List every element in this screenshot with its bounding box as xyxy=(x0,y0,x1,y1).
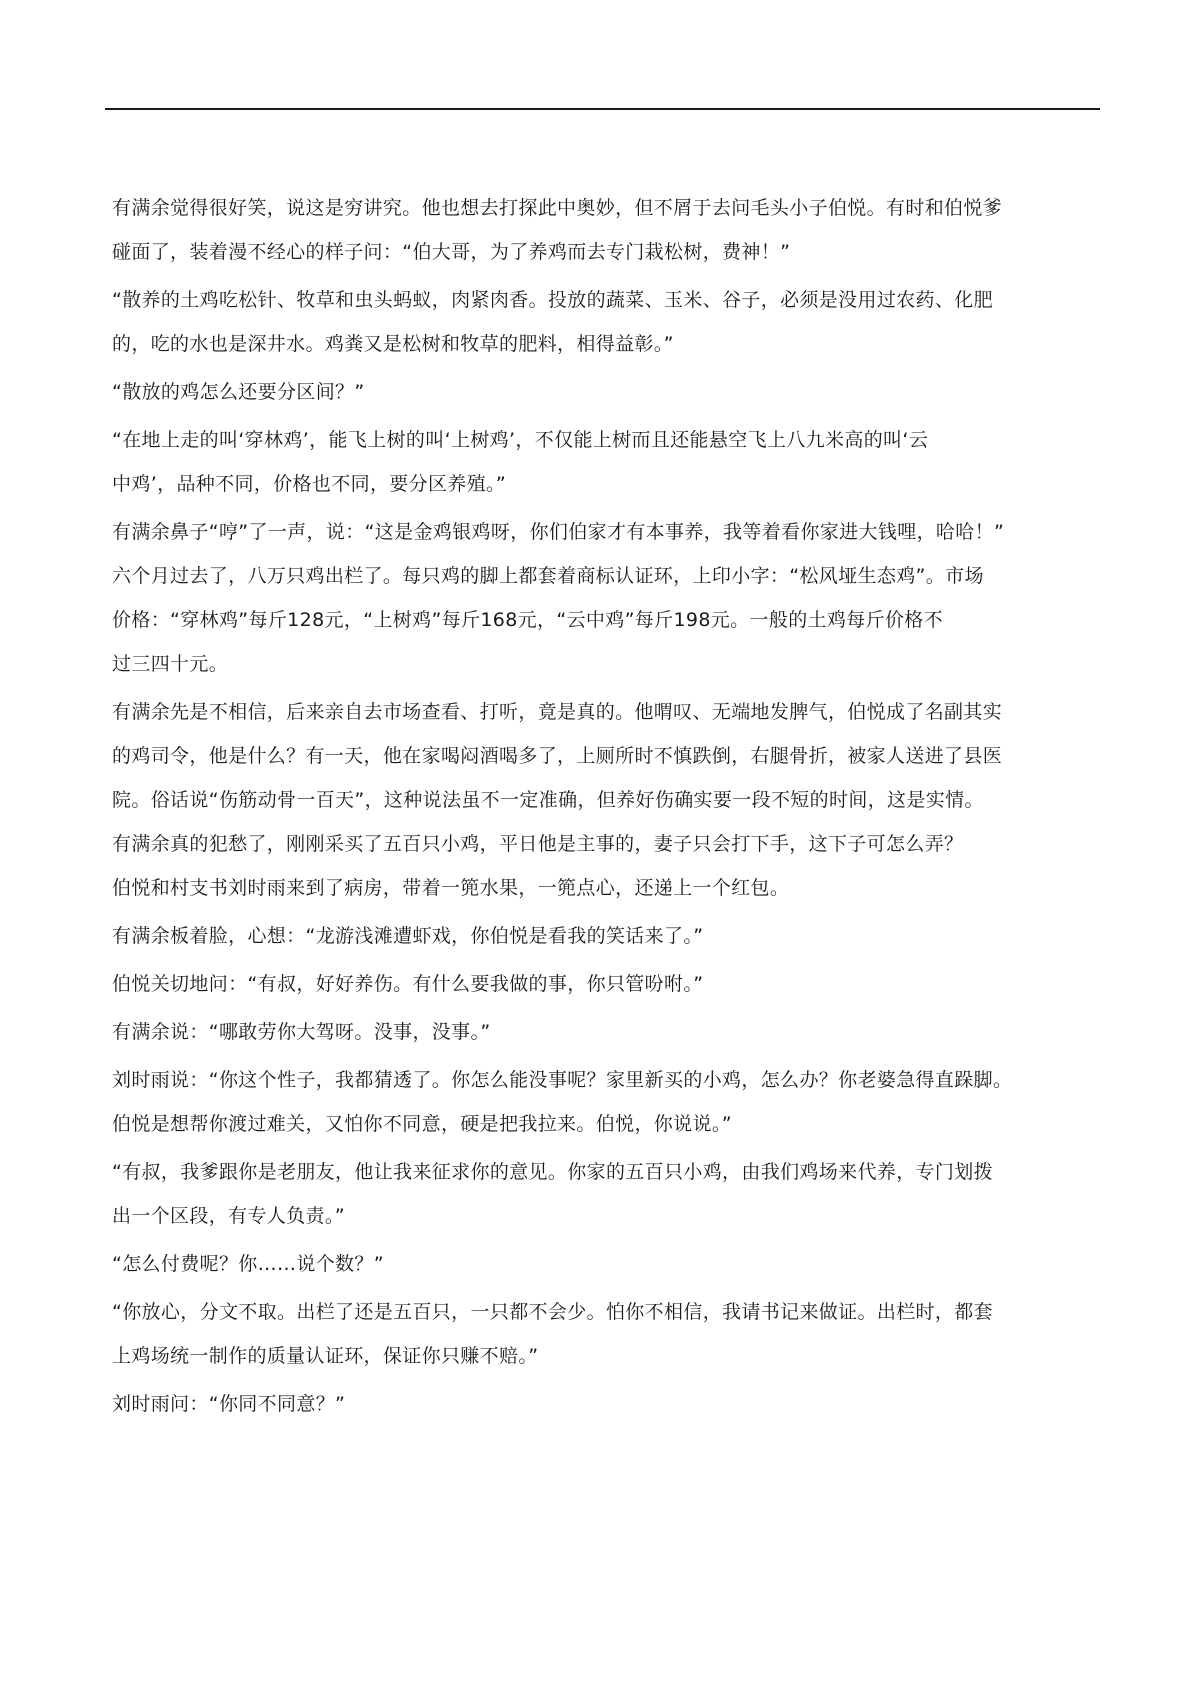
text-line: 六个月过去了，八万只鸡出栏了。每只鸡的脚上都套着商标认证环，上印小字：“松风垭生态鸡”。市场 xyxy=(112,565,984,587)
text-line: “有叔，我爹跟你是老朋友，他让我来征求你的意见。你家的五百只小鸡，由我们鸡场来代养，专门划拨 xyxy=(112,1161,993,1183)
text-line: 上鸡场统一制作的质量认证环，保证你只赚不赔。” xyxy=(112,1345,539,1367)
text-line: 有满余先是不相信，后来亲自去市场查看、打听，竟是真的。他喟叹、无端地发脾气，伯悦成了名副其实 xyxy=(112,701,1003,723)
text-line: 刘时雨说：“你这个性子，我都猜透了。你怎么能没事呢？家里新买的小鸡，怎么办？你老婆急得直跺脚。 xyxy=(112,1069,1013,1091)
document-body xyxy=(112,198,1097,1414)
text-line: 中鸡’，品种不同，价格也不同，要分区养殖。” xyxy=(112,473,507,495)
text-line: “怎么付费呢？你……说个数？” xyxy=(112,1253,384,1275)
text-line: “散放的鸡怎么还要分区间？” xyxy=(112,381,365,403)
text-line: 伯悦关切地问：“有叔，好好养伤。有什么要我做的事，你只管吩咐。” xyxy=(112,973,704,995)
text-line: 价格：“穿林鸡”每斤128元，“上树鸡”每斤168元，“云中鸡”每斤198元。一般的土鸡每斤价格不 xyxy=(112,609,944,631)
text-line: 有满余真的犯愁了，刚刚采买了五百只小鸡，平日他是主事的，妻子只会打下手，这下子可怎么弄？ xyxy=(112,833,964,855)
text-line: “散养的土鸡吃松针、牧草和虫头蚂蚁，肉紧肉香。投放的蔬菜、玉米、谷子，必须是没用过农药、化肥 xyxy=(112,289,993,311)
text-line: 伯悦和村支书刘时雨来到了病房，带着一篼水果，一篼点心，还递上一个红包。 xyxy=(112,877,790,899)
text-line: “你放心，分文不取。出栏了还是五百只，一只都不会少。怕你不相信，我请书记来做证。出栏时，都套 xyxy=(112,1301,993,1323)
text-line: 院。俗话说“伤筋动骨一百天”，这种说法虽不一定准确，但养好伤确实要一段不短的时间，这是实情。 xyxy=(112,789,984,811)
header-rule xyxy=(105,108,1100,110)
text-line: 有满余觉得很好笑，说这是穷讲究。他也想去打探此中奥妙，但不屑于去问毛头小子伯悦。有时和伯悦爹 xyxy=(112,197,1003,219)
text-line: 出一个区段，有专人负责。” xyxy=(112,1205,345,1227)
text-line: 有满余鼻子“哼”了一声，说：“这是金鸡银鸡呀，你们伯家才有本事养，我等着看你家进大钱哩，哈哈！” xyxy=(112,521,1005,543)
text-line: 伯悦是想帮你渡过难关，又怕你不同意，硬是把我拉来。伯悦，你说说。” xyxy=(112,1113,732,1135)
text-line: “在地上走的叫‘穿林鸡’，能飞上树的叫‘上树鸡’，不仅能上树而且还能悬空飞上八九米高的叫‘云 xyxy=(112,429,929,451)
text-line: 过三四十元。 xyxy=(112,653,229,675)
text-line: 有满余板着脸，心想：“龙游浅滩遭虾戏，你伯悦是看我的笑话来了。” xyxy=(112,925,704,947)
text-line: 的，吃的水也是深井水。鸡粪又是松树和牧草的肥料，相得益彰。” xyxy=(112,333,674,355)
text-line: 刘时雨问：“你同不同意？” xyxy=(112,1393,346,1415)
text-line: 有满余说：“哪敢劳你大驾呀。没事，没事。” xyxy=(112,1021,491,1043)
text-line: 碰面了，装着漫不经心的样子问：“伯大哥，为了养鸡而去专门栽松树，费神！” xyxy=(112,241,791,263)
text-line: 的鸡司令，他是什么？有一天，他在家喝闷酒喝多了，上厕所时不慎跌倒，右腿骨折，被家人送进了县医 xyxy=(112,745,1003,767)
